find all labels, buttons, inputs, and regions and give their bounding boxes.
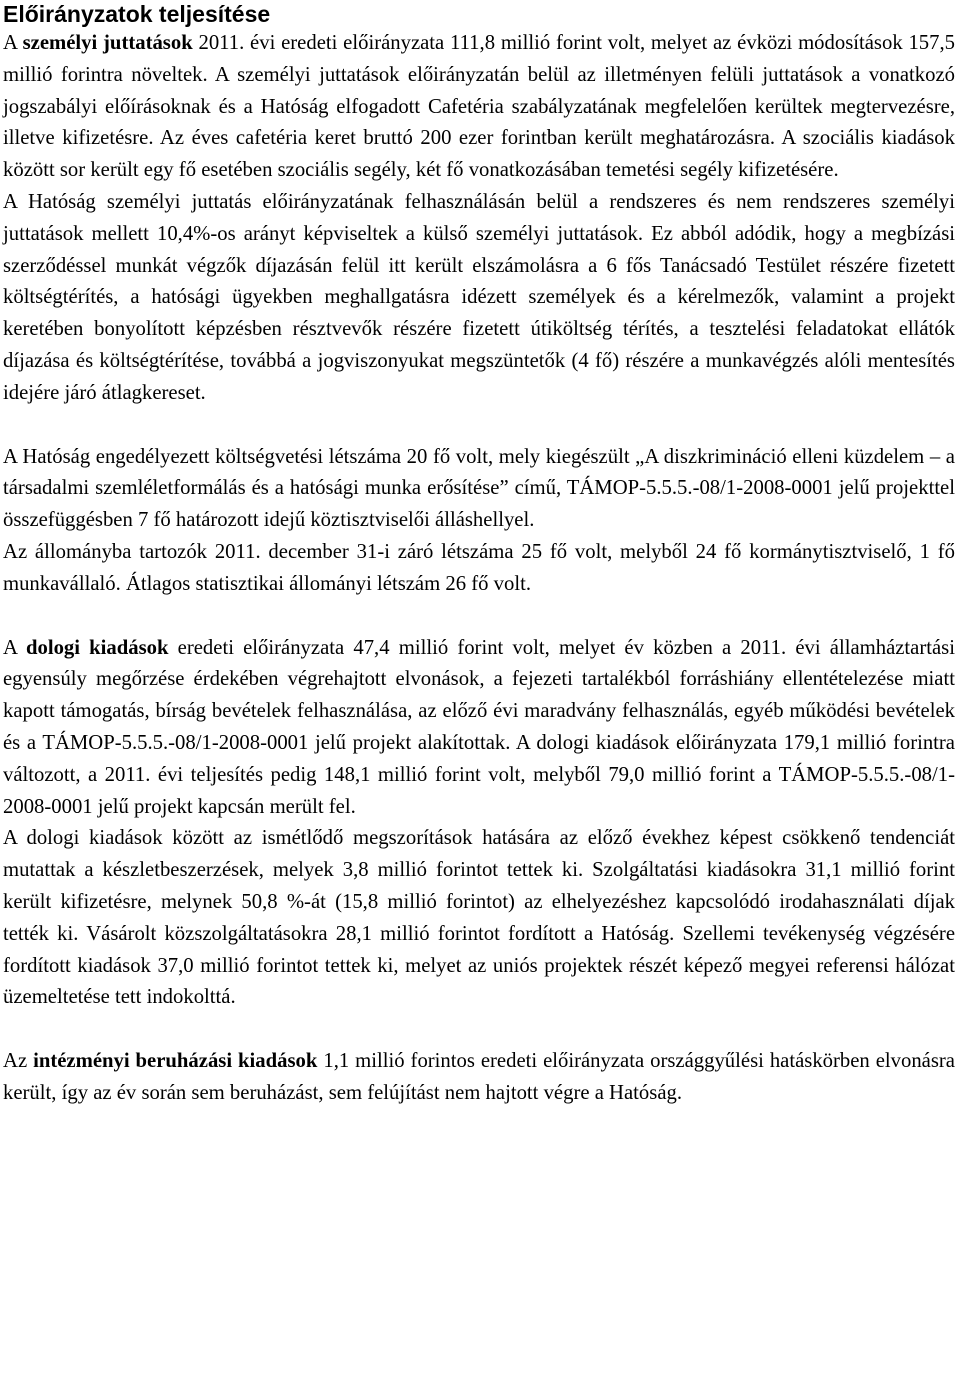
section-title: Előirányzatok teljesítése — [3, 1, 271, 27]
text-segment: A — [3, 32, 23, 54]
paragraph-gap — [3, 1014, 955, 1046]
text-segment: Az — [3, 1050, 34, 1073]
document-page — [3, 0, 955, 1110]
bold-term: intézményi beruházási kiadások — [33, 1050, 318, 1073]
paragraph-external-benefits — [3, 187, 955, 410]
text-segment: A — [3, 636, 26, 659]
paragraph-staff-numbers — [3, 537, 955, 601]
paragraph-investment — [3, 1046, 955, 1110]
paragraph-headcount — [3, 442, 955, 537]
paragraph-personal-benefits — [3, 28, 955, 187]
text-segment: 2011. évi eredeti előirányzata 111,8 millió forint volt, melyet az évközi módosítások 157,5 millió forintra növeltek. A személyi juttatások előirányzatán belül az illetményen felüli juttatások a vonatkozó jogszabályi előírásoknak és a Hatóság elfogadott Cafetéria szabályzatának megfelelően kerültek megtervezésre, illetve kifizetésre. Az éves cafetéria keret bruttó 200 ezer forintban került meghatározásra. A szociális kiadások között sor került egy fő esetében szociális segély, két fő vonatkozásában temetési segély kifizetésére. — [3, 32, 955, 182]
paragraph-gap — [3, 601, 955, 633]
text-segment: eredeti előirányzata 47,4 millió forint volt, melyet év közben a 2011. évi államháztartási egyensúly megőrzése érdekében végrehajtott elvonások, a fejezeti tartalékból forráshiány ellentételezése miatt kapott támogatás, bírság bevételek felhasználása, az előző évi maradvány felhasználás, egyéb működési bevételek és a TÁMOP-5.5.5.-08/1-2008-0001 jelű projekt alakítottak. A dologi kiadások előirányzata 179,1 millió forintra változott, a 2011. évi teljesítés pedig 148,1 millió forint volt, melyből 79,0 millió forint a TÁMOP-5.5.5.-08/1-2008-0001 jelű projekt kapcsán merült fel. — [3, 636, 955, 818]
bold-term: dologi kiadások — [25, 636, 169, 659]
text-segment: A Hatóság engedélyezett költségvetési létszáma 20 fő volt, mely kiegészült „A diszkrimináció elleni küzdelem – a társadalmi szemléletformálás és a hatósági munka erősítése” című, TÁMOP-5.5.5.-08/1-2008-0001 jelű projekttel összefüggésben 7 fő határozott idejű köztisztviselői álláshellyel. — [3, 445, 955, 532]
text-segment: 1,1 millió forintos eredeti előirányzata országgyűlési hatáskörben elvonásra került, így az év során sem beruházást, sem felújítást nem hajtott végre a Hatóság. — [3, 1050, 955, 1104]
paragraph-gap — [3, 410, 955, 442]
text-segment: A dologi kiadások között az ismétlődő megszorítások hatására az előző évekhez képest csökkenő tendenciát mutattak a készletbeszerzések, melyek 3,8 millió forintot tettek ki. Szolgáltatási kiadásokra 31,1 millió forint került kifizetésre, melynek 50,8 %-át (15,8 millió forintot) az elhelyezéshez kapcsolódó irodahasználati díjak tették ki. Vásárolt közszolgáltatásokra 28,1 millió forintot fordított a Hatóság. Szellemi tevékenység végzésére fordított kiadások 37,0 millió forintot tettek ki, melyet az uniós projektek részét képező megyei referensi hálózat üzemeltetése tett indokolttá. — [3, 827, 955, 1009]
text-segment: A Hatóság személyi juttatás előirányzatának felhasználásán belül a rendszeres és nem rendszeres személyi juttatások mellett 10,4%-os arányt képviseltek a külső személyi juttatások. Ez abból adódik, hogy a megbízási szerződéssel munkát végzők díjazásán felül itt került elszámolásra a 6 fős Tanácsadó Testület részére fizetett költségtérítés, a hatósági ügyekben meghallgatásra idézett személyek és a kérelmezők, valamint a projekt keretében bonyolított képzésben résztvevők részére fizetett útiköltség térítés, a tesztelési feladatokat ellátók díjazása és költségtérítése, továbbá a jogviszonyukat megszüntetők (4 fő) részére a munkavégzés alóli mentesítés idejére járó átlagkereset. — [3, 190, 955, 404]
paragraph-material-breakdown — [3, 823, 955, 1014]
text-segment: Az állományba tartozók 2011. december 31-i záró létszáma 25 fő volt, melyből 24 fő kormánytisztviselő, 1 fő munkavállaló. Átlagos statisztikai állományi létszám 26 fő volt. — [3, 540, 955, 595]
paragraph-material-expenses — [3, 633, 955, 824]
bold-term: személyi juttatások — [22, 32, 193, 54]
